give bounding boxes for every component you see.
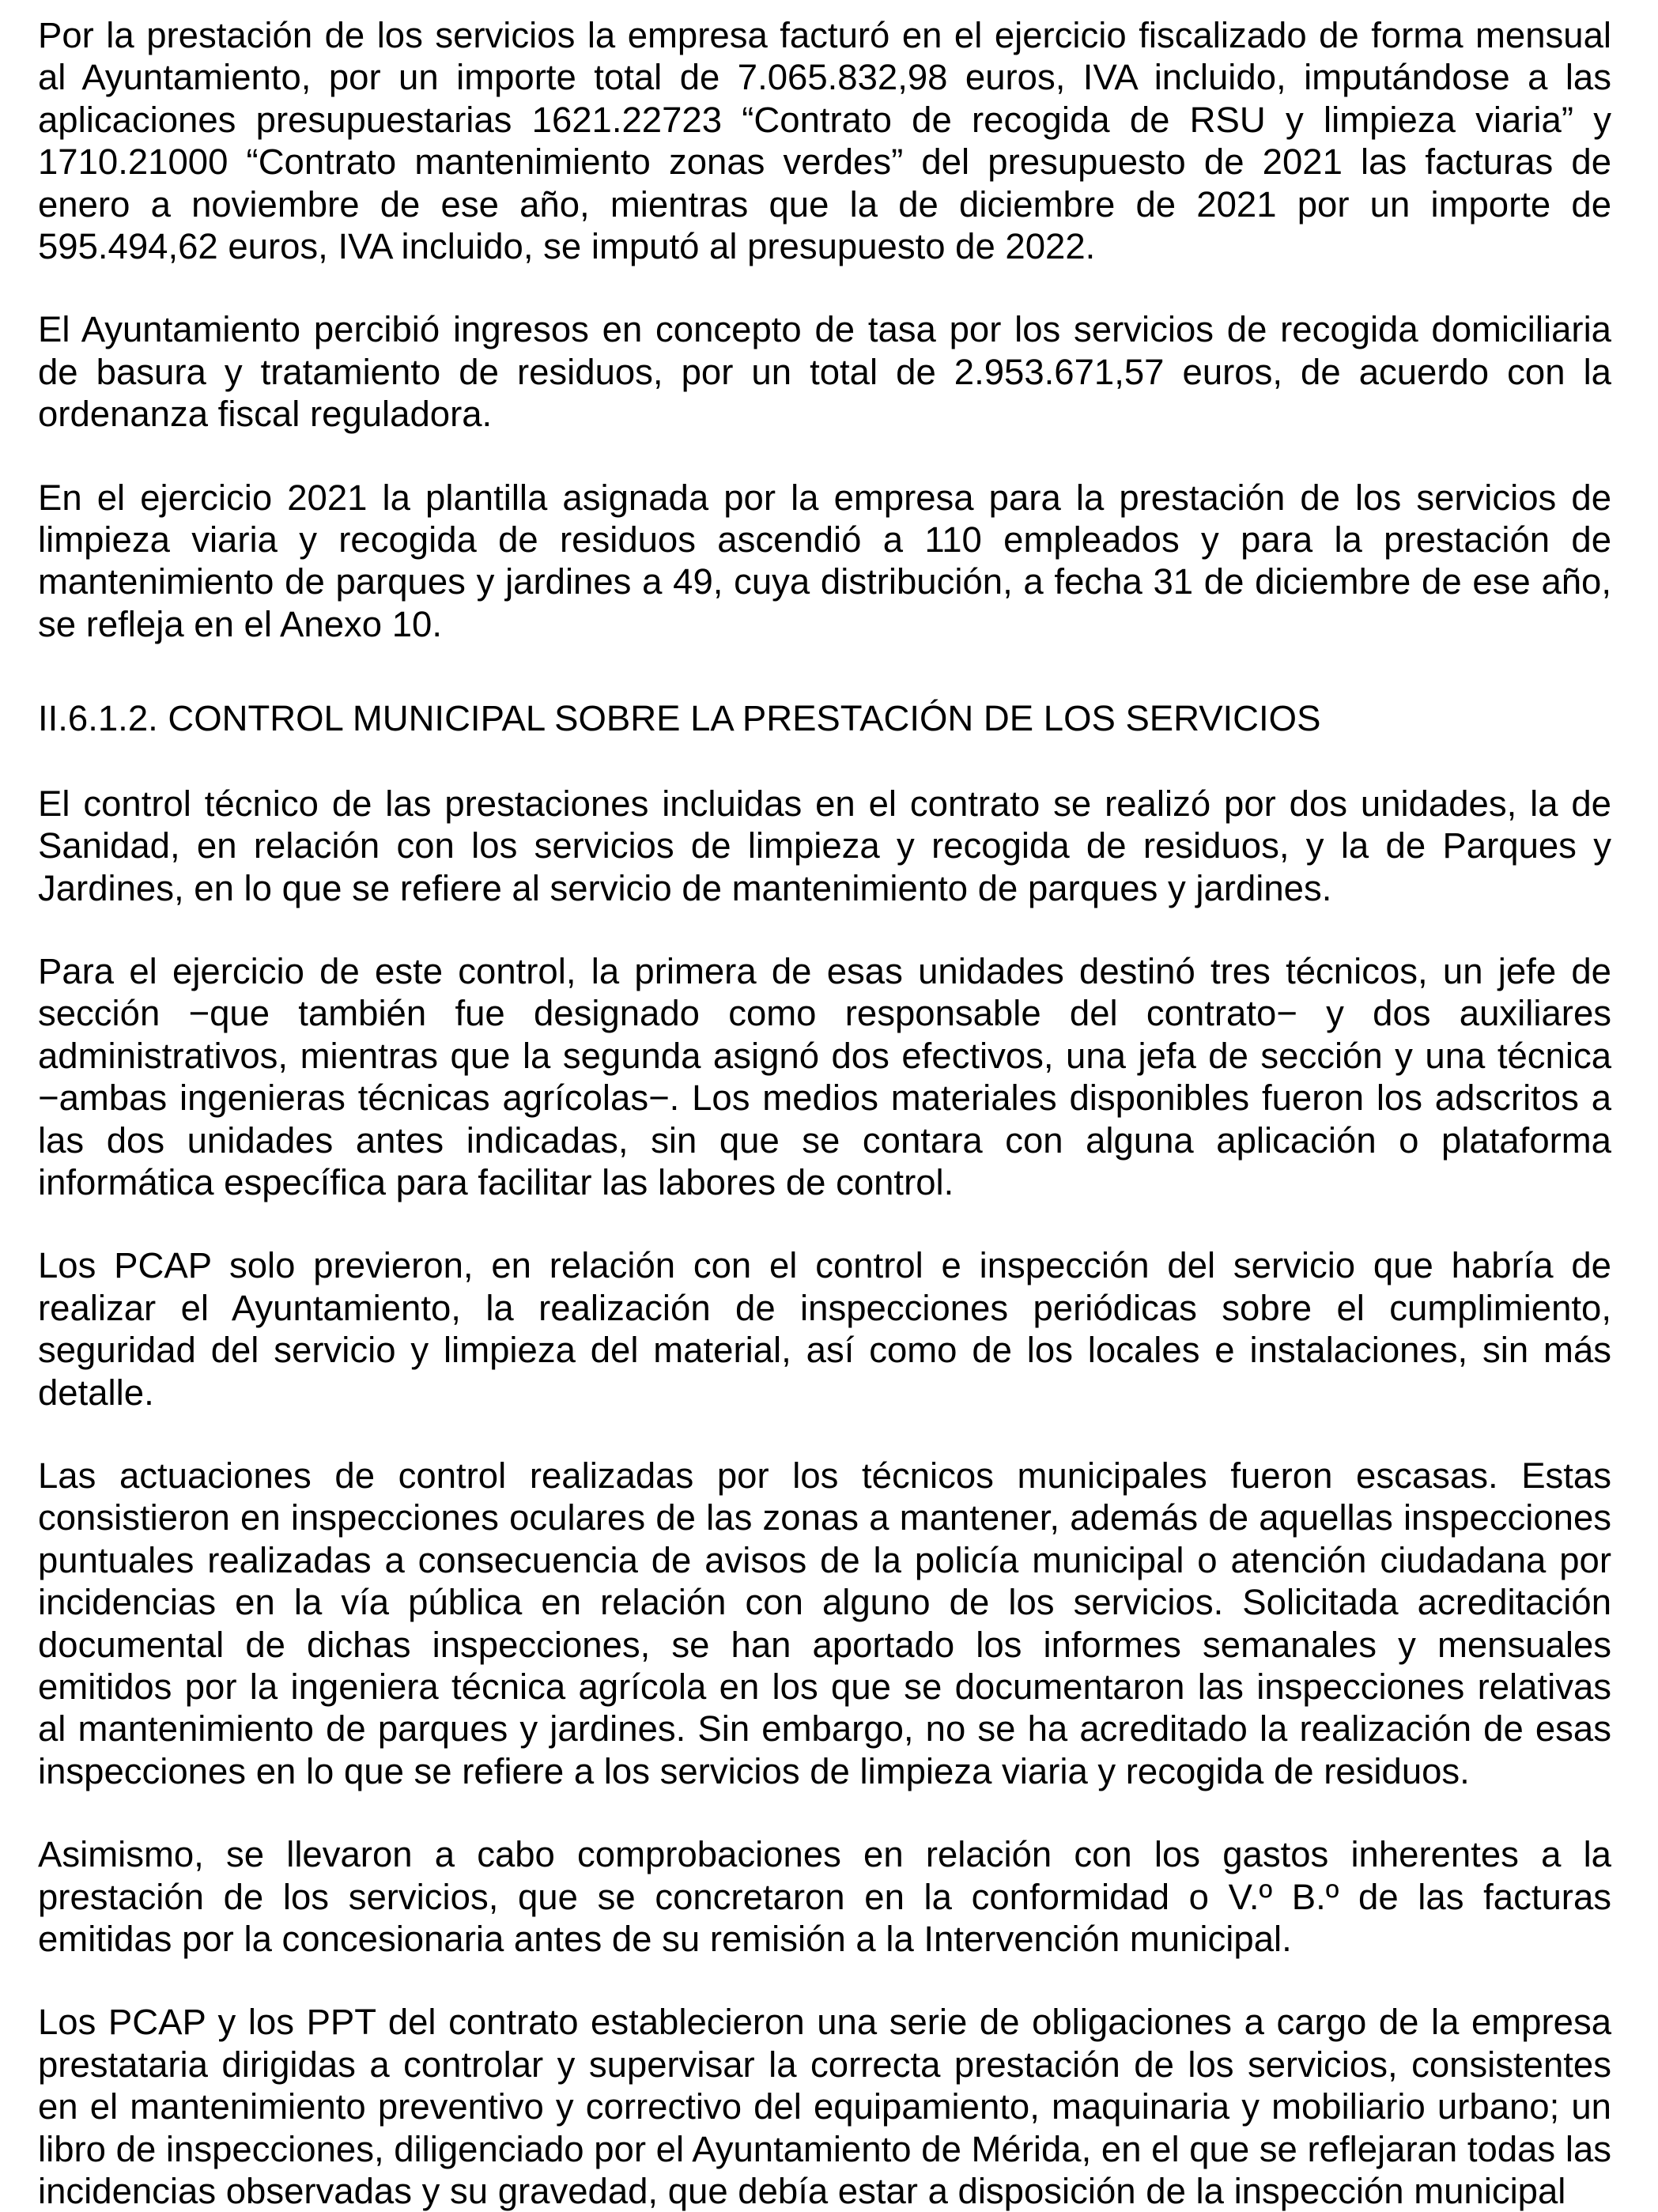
paragraph-tax-income: El Ayuntamiento percibió ingresos en concepto de tasa por los servicios de recogida domiciliaria de basura y tratamiento de residuos, por un total de 2.953.671,57 euros, de acuerdo con la ordenanza fiscal reguladora.: [38, 309, 1611, 435]
paragraph-control-actions: Las actuaciones de control realizadas por los técnicos municipales fueron escasas. Estas consistieron en inspecciones oculares de las zonas a mantener, además de aquellas inspecciones puntuales realizadas a consecuencia de avisos de la policía municipal o atención ciudadana por incidencias en la vía pública en relación con alguno de los servicios. Solicitada acreditación documental de dichas inspecciones, se han aportado los informes semanales y mensuales emitidos por la ingeniera técnica agrícola en los que se documentaron las inspecciones relativas al mantenimiento de parques y jardines. Sin embargo, no se ha acreditado la realización de esas inspecciones en lo que se refiere a los servicios de limpieza viaria y recogida de residuos.: [38, 1455, 1611, 1791]
paragraph-expense-checks: Asimismo, se llevaron a cabo comprobaciones en relación con los gastos inherentes a la prestación de los servicios, que se concretaron en la conformidad o V.º B.º de las facturas emitidas por la concesionaria antes de su remisión a la Intervención municipal.: [38, 1834, 1611, 1960]
paragraph-staff: En el ejercicio 2021 la plantilla asignada por la empresa para la prestación de los servicios de limpieza viaria y recogida de residuos ascendió a 110 empleados y para la prestación de mantenimiento de parques y jardines a 49, cuya distribución, a fecha 31 de diciembre de ese año, se refleja en el Anexo 10.: [38, 477, 1611, 644]
paragraph-control-resources: Para el ejercicio de este control, la primera de esas unidades destinó tres técnicos, un jefe de sección −que también fue designado como responsable del contrato− y dos auxiliares administrativos, mientras que la segunda asignó dos efectivos, una jefa de sección y una técnica −ambas ingenieras técnicas agrícolas−. Los medios materiales disponibles fueron los adscritos a las dos unidades antes indicadas, sin que se contara con alguna aplicación o plataforma informática específica para facilitar las labores de control.: [38, 950, 1611, 1202]
paragraph-invoicing: Por la prestación de los servicios la empresa facturó en el ejercicio fiscalizado de forma mensual al Ayuntamiento, por un importe total de 7.065.832,98 euros, IVA incluido, imputándose a las aplicaciones presupuestarias 1621.22723 “Contrato de recogida de RSU y limpieza viaria” y 1710.21000 “Contrato mantenimiento zonas verdes” del presupuesto de 2021 las facturas de enero a noviembre de ese año, mientras que la de diciembre de 2021 por un importe de 595.494,62 euros, IVA incluido, se imputó al presupuesto de 2022.: [38, 15, 1611, 267]
paragraph-technical-control: El control técnico de las prestaciones incluidas en el contrato se realizó por dos unidades, la de Sanidad, en relación con los servicios de limpieza y recogida de residuos, y la de Parques y Jardines, en lo que se refiere al servicio de mantenimiento de parques y jardines.: [38, 783, 1611, 908]
document-page: [38, 14, 1611, 2212]
paragraph-company-obligations: Los PCAP y los PPT del contrato establecieron una serie de obligaciones a cargo de la empresa prestataria dirigidas a controlar y supervisar la correcta prestación de los servicios, consistentes en el mantenimiento preventivo y correctivo del equipamiento, maquinaria y mobiliario urbano; un libro de inspecciones, diligenciado por el Ayuntamiento de Mérida, en el que se reflejaran todas las incidencias observadas y su gravedad, que debía estar a disposición de la inspección municipal: [38, 2002, 1611, 2212]
section-heading: II.6.1.2. CONTROL MUNICIPAL SOBRE LA PRESTACIÓN DE LOS SERVICIOS: [38, 698, 1321, 739]
paragraph-pcap-inspections: Los PCAP solo previeron, en relación con el control e inspección del servicio que habría de realizar el Ayuntamiento, la realización de inspecciones periódicas sobre el cumplimiento, seguridad del servicio y limpieza del material, así como de los locales e instalaciones, sin más detalle.: [38, 1245, 1611, 1413]
